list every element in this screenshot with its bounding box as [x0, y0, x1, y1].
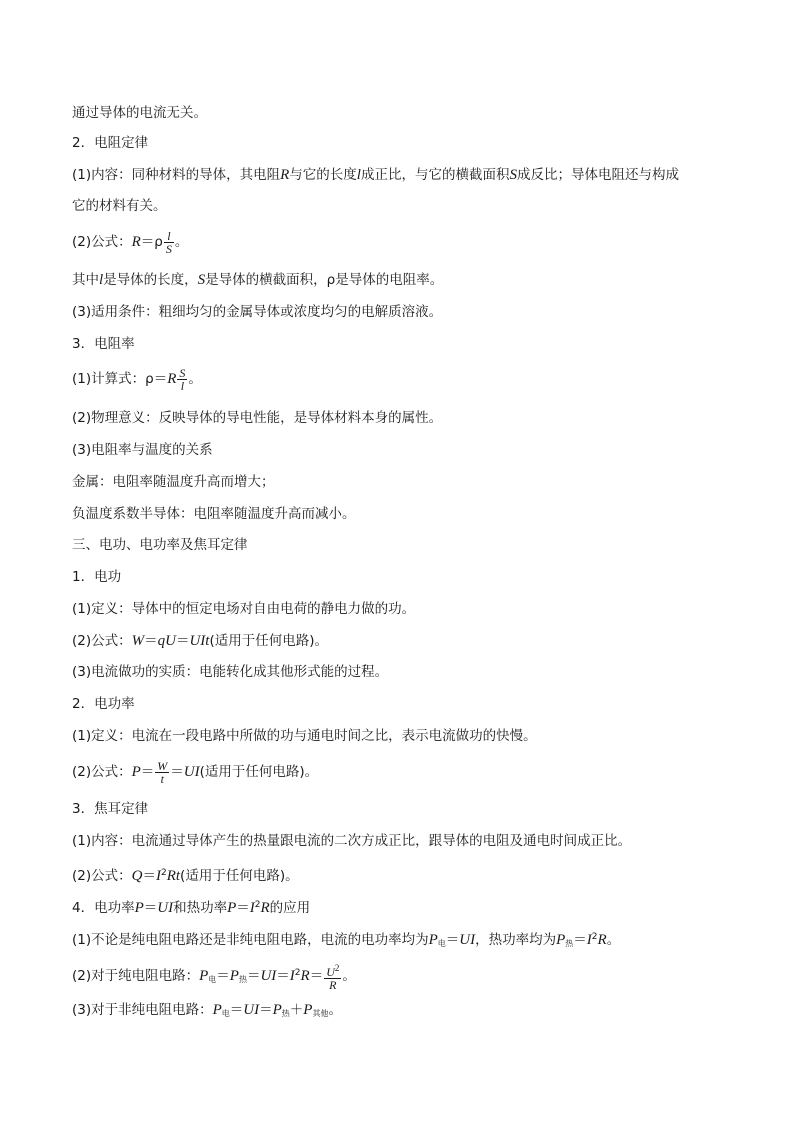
subscript: 电	[221, 1009, 230, 1018]
symbol: Q	[131, 868, 143, 884]
section-heading	[72, 567, 732, 587]
symbol: P	[272, 1002, 282, 1018]
text: (2)物理意义：反映导体的导电性能，是导体材料本身的属性。	[72, 410, 443, 426]
text: (3)适用条件：粗细均匀的金属导体或浓度均匀的电解质溶液。	[72, 304, 443, 320]
text: 。	[174, 234, 189, 250]
symbol: P	[131, 764, 141, 780]
symbol: S	[509, 167, 517, 183]
text: 与它的长度	[289, 167, 357, 183]
text: ，热功率均为	[475, 932, 557, 948]
text: ＝	[276, 968, 290, 984]
symbol: R	[131, 234, 141, 250]
text: 它的材料有关。	[72, 198, 167, 214]
subscript: 热	[565, 939, 574, 948]
text-line	[72, 103, 732, 123]
text: 。	[188, 371, 202, 387]
text: ＝	[229, 1002, 244, 1018]
numerator: W	[157, 758, 168, 773]
symbol: Rt	[166, 868, 181, 884]
symbol: I	[586, 932, 592, 948]
subscript: 其他	[312, 1009, 329, 1018]
symbol: UI	[157, 900, 174, 916]
text: ＝	[142, 868, 156, 884]
denominator: t	[160, 771, 164, 786]
symbol: UI	[459, 932, 476, 948]
text: ＝	[573, 932, 587, 948]
text: (2)公式：	[72, 633, 132, 649]
text: ＝	[140, 764, 155, 780]
symbol: UIt	[189, 633, 210, 649]
text: 三、电功、电功率及焦耳定律	[72, 537, 248, 553]
text: ＝	[309, 968, 324, 984]
formula-line	[72, 959, 732, 994]
text: (3)电阻率与温度的关系	[72, 442, 213, 458]
formula-line	[72, 863, 732, 886]
text-line	[72, 927, 732, 954]
numerator: S	[179, 365, 186, 380]
text: ＝	[170, 764, 184, 780]
symbol: S	[197, 272, 206, 288]
text: (适用于任何电路)。	[199, 764, 319, 780]
text: (2)公式：	[72, 868, 132, 884]
text-line	[72, 196, 732, 216]
superscript: 2	[254, 900, 261, 910]
symbol: I	[289, 968, 295, 984]
text: ＝	[259, 1002, 273, 1018]
symbol: P	[303, 1002, 313, 1018]
text: 是导体的长度，	[103, 272, 198, 288]
text-line	[72, 599, 732, 619]
superscript: 2	[591, 932, 598, 942]
text: (1)内容：同种材料的导体，其电阻	[72, 167, 281, 183]
text: (2)公式：	[72, 764, 132, 780]
symbol: R	[280, 167, 290, 183]
text: 是导体的横截面积，ρ是导体的电阻率。	[205, 272, 444, 288]
symbol: P	[227, 900, 237, 916]
text-line	[72, 270, 732, 290]
section-heading	[72, 799, 732, 819]
fraction	[164, 230, 174, 255]
text: (2)公式：	[72, 234, 132, 250]
text: (1)计算式：ρ＝	[72, 371, 168, 387]
text: (1)定义：导体中的恒定电场对自由电荷的静电力做的功。	[72, 601, 416, 617]
symbol: P	[428, 932, 438, 948]
superscript: 2	[334, 962, 340, 973]
numerator: l	[164, 230, 174, 243]
text: 成反比；导体电阻还与构成	[516, 167, 679, 183]
denominator: R	[329, 977, 337, 992]
symbol: R	[597, 932, 607, 948]
symbol: W	[131, 633, 145, 649]
text: (1)内容：电流通过导体产生的热量跟电流的二次方成正比，跟导体的电阻及通电时间成正比。	[72, 833, 632, 849]
text: ＝	[175, 633, 190, 649]
subscript: 热	[238, 975, 247, 984]
text: (适用于任何电路)。	[209, 633, 329, 649]
text: ＝	[236, 900, 250, 916]
text: (3)电流做功的实质：电能转化成其他形式能的过程。	[72, 664, 389, 680]
text-line	[72, 726, 732, 746]
denominator: l	[180, 378, 185, 393]
text: 3．焦耳定律	[72, 801, 149, 817]
superscript: 2	[294, 968, 301, 978]
text: 2．电阻定律	[72, 135, 149, 151]
text: 其中	[72, 272, 99, 288]
text-line	[72, 472, 732, 492]
text: 负温度系数半导体：电阻率随温度升高而减小。	[72, 506, 356, 522]
section-heading	[72, 895, 732, 918]
text-line	[72, 440, 732, 460]
text-line	[72, 165, 732, 185]
text: 2．电功率	[72, 696, 135, 712]
symbol: UI	[183, 764, 200, 780]
text: (1)不论是纯电阻电路还是非纯电阻电路，电流的电功率均为	[72, 932, 429, 948]
text: (3)对于非纯电阻电路：	[72, 1002, 213, 1018]
fraction	[177, 367, 187, 392]
text-line	[72, 302, 732, 322]
text: 和热功率	[173, 900, 228, 916]
symbol: I	[155, 868, 161, 884]
text: 。	[606, 932, 621, 948]
text: (适用于任何电路)。	[180, 868, 299, 884]
text: 金属：电阻率随温度升高而增大；	[72, 474, 275, 490]
symbol: R	[300, 968, 310, 984]
section-heading	[72, 133, 732, 153]
text: 成正比，与它的横截面积	[360, 167, 510, 183]
text: (1)定义：电流在一段电路中所做的功与通电时间之比，表示电流做功的快慢。	[72, 728, 537, 744]
symbol: P	[556, 932, 566, 948]
formula-line	[72, 366, 732, 392]
subscript: 电	[208, 975, 217, 984]
text: 通过导体的电流无关。	[72, 105, 207, 121]
text: (2)对于纯电阻电路：	[72, 968, 200, 984]
fraction	[324, 962, 341, 991]
fraction	[155, 760, 169, 785]
symbol: I	[249, 900, 255, 916]
text: ＝	[216, 968, 230, 984]
symbol: U	[326, 964, 335, 979]
symbol: P	[199, 968, 209, 984]
text: ＝	[143, 900, 158, 916]
text: 。	[328, 1002, 342, 1018]
text: 。	[342, 968, 356, 984]
text-line	[72, 408, 732, 428]
text: ＝	[144, 633, 158, 649]
numerator	[324, 962, 341, 979]
symbol: l	[356, 167, 361, 183]
superscript: 2	[160, 868, 167, 878]
symbol: R	[167, 371, 177, 387]
text: ＝	[445, 932, 460, 948]
text: ＋	[289, 1002, 304, 1018]
symbol: R	[260, 900, 270, 916]
formula-line	[72, 631, 732, 651]
symbol: P	[134, 900, 144, 916]
text: ＝ρ	[140, 234, 163, 250]
symbol: P	[229, 968, 239, 984]
formula-line	[72, 1000, 732, 1024]
formula-line	[72, 229, 732, 255]
symbol: P	[212, 1002, 222, 1018]
text: 1．电功	[72, 569, 122, 585]
denominator: S	[165, 241, 172, 256]
symbol: UI	[243, 1002, 260, 1018]
section-heading	[72, 694, 732, 714]
text: 3．电阻率	[72, 336, 135, 352]
text: 4．电功率	[72, 900, 135, 916]
symbol: qU	[157, 633, 176, 649]
symbol: UI	[260, 968, 277, 984]
text-line	[72, 831, 732, 851]
text: 的应用	[269, 900, 311, 916]
text-line	[72, 662, 732, 682]
subscript: 热	[281, 1009, 290, 1018]
symbol: l	[99, 272, 104, 288]
chapter-heading	[72, 535, 732, 555]
text: ＝	[246, 968, 261, 984]
section-heading	[72, 334, 732, 354]
subscript: 电	[437, 939, 446, 948]
formula-line	[72, 758, 732, 786]
text-line	[72, 504, 732, 524]
